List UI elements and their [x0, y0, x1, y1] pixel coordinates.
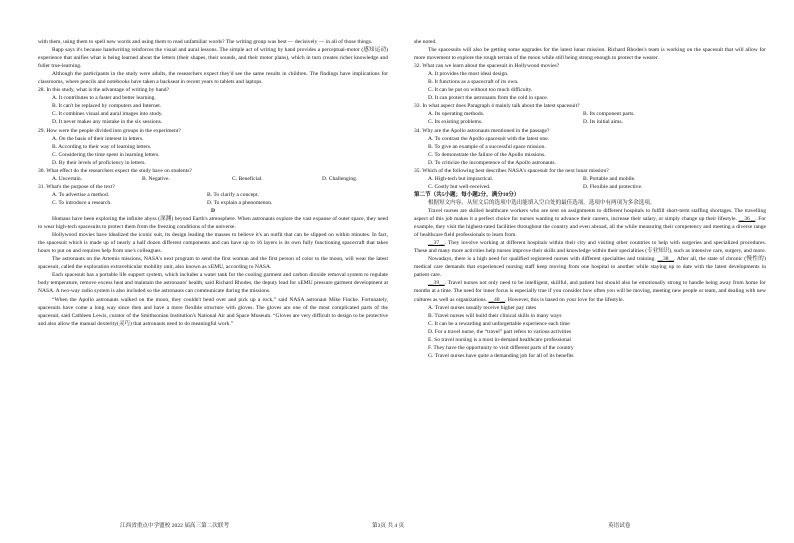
option: B. To give an example of a successful space mission. — [428, 143, 546, 150]
option: C. It combines visual and aural images into study. — [52, 111, 163, 118]
option: B. Travel nurses will build their clinical skills in many ways — [428, 312, 562, 319]
question-stem: 29. How were the people divided into groups in the experiment? — [38, 127, 181, 134]
paragraph-text: Nowadays, there is a high need for qualified registered nurses with different specialties and training. — [428, 256, 656, 263]
question-stem: 33. In what aspect does Paragraph 4 mainly talk about the latest spacesuit? — [414, 103, 580, 110]
question-34 — [414, 127, 766, 167]
question-29 — [38, 127, 388, 167]
option: A. To contrast the Apollo spacesuit with the latest one. — [428, 135, 550, 142]
options-row — [414, 110, 766, 118]
option: B. Portable and mobile. — [583, 175, 636, 182]
question-33 — [414, 102, 766, 126]
option: C. Costly but well-received. — [428, 183, 491, 190]
option: D. Its initial aims. — [583, 119, 623, 126]
question-28 — [38, 86, 388, 126]
passage-c-paragraph: Rapp says it's because handwriting reinforces the visual and aural lessons. The simple act of writing by hand provides a perceptual-motor (感知运动) experience that unifies what is being learned about the letters (their shapes, their sounds, and their motor plans), which in turn creates richer knowledge and fuller true-learning. — [38, 47, 388, 70]
option: D. To criticize the incompetence of the Apollo astronauts. — [428, 159, 556, 166]
right-column — [414, 38, 766, 360]
passage-d-paragraph: Each spacesuit has a portable life support system, which includes a water tank for the cooling garment and carbon dioxide removal system to regulate body temperature, remove excess heat and maintain the astronauts' health, said Richard Rhodes, the deputy lead for xEMU pressure garment development at NASA. A two-way radio system is also included so the astronauts can communicate during the missions. — [38, 272, 388, 295]
option: D. By their levels of proficiency in letters. — [52, 159, 146, 166]
paragraph-text: . They involve working at different hospitals within their city and visiting other countries to help with surgeries and specialized procedures. These and many more activities help nurses improve their skills and knowledge within their specialities (专业知识), such as intensive care, surgery, and more. — [414, 240, 766, 255]
passage-d-paragraph: Humans have been exploring the infinite abyss (深渊) beyond Earth's atmosphere. When astronauts explore the vast expanse of outer space, they need to wear high-tech spacesuits to protect them from the freezing conditions of the universe. — [38, 216, 388, 231]
footer-school: 江西省重点中学盟校 2022 届高三第二次联考 — [120, 523, 230, 529]
cloze-paragraph — [414, 279, 766, 303]
question-30 — [38, 167, 388, 183]
option: C. Its existing problems. — [428, 119, 483, 126]
cloze-paragraph — [414, 239, 766, 255]
passage-d-paragraph: “When the Apollo astronauts walked on the moon, they couldn't bend over and pick up a rock,” said NASA astronaut Mike Fincke. Fortunately, spacesuits have come a long way since then and have a more flexible structure with gloves. The gloves are one of the most complicated parts of the spacesuit, said Cathleen Lewis, curator of the Smithsonian Institution's National Air and Space Museum. “Gloves are very difficult to design to be protective and also allow the manual dexterity(灵巧) that astronauts need to do meaningful work.” — [38, 296, 388, 327]
footer-subject: 英语试卷 — [608, 523, 631, 529]
question-31 — [38, 183, 388, 207]
paragraph-text: . Travel nurses not only need to be intelligent, skillful, and patient but should also be emotionally strong to handle being away from home for months at a time. The need for inner focus is especially true if you consider how often you will be moving, meeting new people or team, and dealing with new cultures as well as organizations. — [414, 280, 766, 303]
blank-37: __37__ — [428, 240, 445, 247]
paragraph-text: . However, this is based on your love for the lifestyle. — [505, 296, 624, 303]
passage-d-paragraph: The astronauts on the Artemis missions, NASA's next program to send the first woman and the first person of color to the moon, will wear the latest spacesuit, called the exploration extravehicular mobility unit, also known as xEMU, according to NASA. — [38, 256, 388, 271]
options-row — [414, 183, 766, 191]
option: C. Beneficial. — [232, 175, 263, 182]
option: D. Challenging. — [322, 175, 358, 182]
question-stem: 35. Which of the following best describes NASA's spacesuit for the next lunar mission? — [414, 167, 609, 174]
section-d-heading: D — [210, 207, 215, 214]
option: A. Travel nurses usually receive higher pay rates — [428, 304, 537, 311]
option: D. For a travel nurse, the “travel” part refers to various activities — [428, 328, 572, 335]
option: B. Its component parts. — [583, 111, 635, 118]
passage-c-paragraph: Although the participants in the study were adults, the researchers expect they'd see the same results in children. The findings have implications for classrooms, where pencils and notebooks have taken a backseat in recent years to tablets and laptops. — [38, 71, 388, 86]
question-35 — [414, 167, 766, 191]
footer-page-number: 第3页 共 4 页 — [372, 523, 405, 529]
options-row — [414, 175, 766, 183]
option: B. According to their way of learning letters. — [52, 143, 152, 150]
paragraph-text: Travel nurses are skilled healthcare workers who are sent on assignments to different hospitals to fulfill short-term staffing shortages. The travelling aspect of this job makes it a perfect choice for nurses wanting to advance their careers, increase their salary, or simply change up their lifestyle. — [414, 207, 766, 223]
options-row — [38, 199, 388, 207]
cloze-paragraph — [414, 255, 766, 279]
option: A. To advertise a method. — [52, 191, 110, 198]
option: C. To introduce a research. — [52, 199, 112, 206]
option: D. It never makes any mistake in the six sessions. — [52, 119, 163, 126]
question-32 — [414, 62, 766, 102]
option: A. Its operating methods. — [428, 111, 485, 118]
option: C. Considering the time spent in learning letters. — [52, 151, 160, 158]
passage-d-ending: she noted. — [414, 39, 437, 45]
option: B. To clarify a concept. — [207, 191, 259, 198]
option: A. It provides the most ideal design. — [428, 71, 509, 78]
options-row — [38, 191, 388, 199]
option: A. High-tech but impractical. — [428, 175, 494, 182]
option: B. It can't be replaced by computers and Internet. — [52, 103, 162, 110]
question-stem: 28. In this study, what is the advantage of writing by hand? — [38, 87, 170, 94]
option: F. They have the opportunity to visit different parts of the country — [428, 344, 574, 351]
option: D. It can protect the astronauts from the cold in space. — [428, 95, 549, 102]
option: C. It can be put on without too much difficulty. — [428, 87, 533, 94]
option: A. It contributes to a faster and better learning. — [52, 95, 156, 102]
option: E. So travel nursing is a most in-demand healthcare professional — [428, 336, 571, 343]
option: G. Travel nurses have quite a demanding job for all of its benefits — [428, 352, 574, 359]
question-stem: 34. Why are the Apollo astronauts mentioned in the passage? — [414, 127, 550, 134]
option: A. On the basis of their interest in letters. — [52, 135, 144, 142]
option: B. It functions as a spacecraft of its own. — [428, 79, 519, 86]
passage-d-paragraph: The spacesuits will also be getting some upgrades for the latest lunar mission. Richard Rhodes's team is working on the spacesuit that will allow for more movement to explore the rough terrain of the moon while still being strong enough to protect the wearer. — [414, 47, 766, 62]
paragraph-text: . After all, the state of chronic (慢性的) medical care demands that experienced nursing staff keep moving from one hospital to another while staying up to date with the latest developments in patient care. — [414, 256, 766, 279]
section-heading: 第二节（共5小题；每小题2分，满分10分） — [414, 191, 520, 198]
question-stem: 30. What effect do the researchers expect the study have on students? — [38, 167, 192, 174]
option: A. Uncertain. — [52, 175, 83, 182]
blank-40: __40__ — [488, 296, 506, 303]
option: B. Negative. — [142, 175, 170, 182]
question-stem: 31. What's the purpose of the text? — [38, 183, 115, 190]
left-column — [38, 38, 388, 328]
option: D. Flexible and protective. — [583, 183, 643, 190]
section-instructions: 根据短文内容，从短文后的选项中选出能填入空白处的最佳选项。选项中有两项为多余选项。 — [428, 199, 656, 206]
cloze-paragraph — [414, 207, 766, 239]
option: D. To explain a phenomenon. — [207, 199, 273, 206]
option: C. It can be a rewarding and unforgettable experience each time — [428, 320, 570, 327]
passage-c-ending: with them, using them to spell new words and using them to read unfamiliar words? The writing group was best — decisively — in all of those things. — [38, 39, 373, 45]
question-stem: 32. What can we learn about the spacesuit in Hollywood movies? — [414, 63, 560, 70]
blank-38: __38__ — [657, 256, 675, 263]
options-row — [414, 118, 766, 126]
blank-39: __39__ — [428, 280, 445, 287]
options-row — [38, 175, 388, 183]
passage-d-paragraph: Hollywood movies have idealized the iconic suit, its design leading the masses to believe it's an outfit that can be slipped on within minutes. In fact, the spacesuit which is made up of nearly a half dozen different components and can have up to 16 layers is its own fully functioning spacecraft that takes hours to put on and requires help from one's colleagues. — [38, 232, 388, 255]
option: C. To demonstrate the failure of the Apollo missions. — [428, 151, 546, 158]
blank-36: __36__ — [738, 216, 756, 223]
cloze-options — [414, 304, 766, 360]
paragraph-text: . For example, they visit the highest-rated facilities throughout the country and even abroad, all the while measuring their competency and meeting a diverse range of healthcare field professionals to learn from. — [414, 216, 766, 239]
